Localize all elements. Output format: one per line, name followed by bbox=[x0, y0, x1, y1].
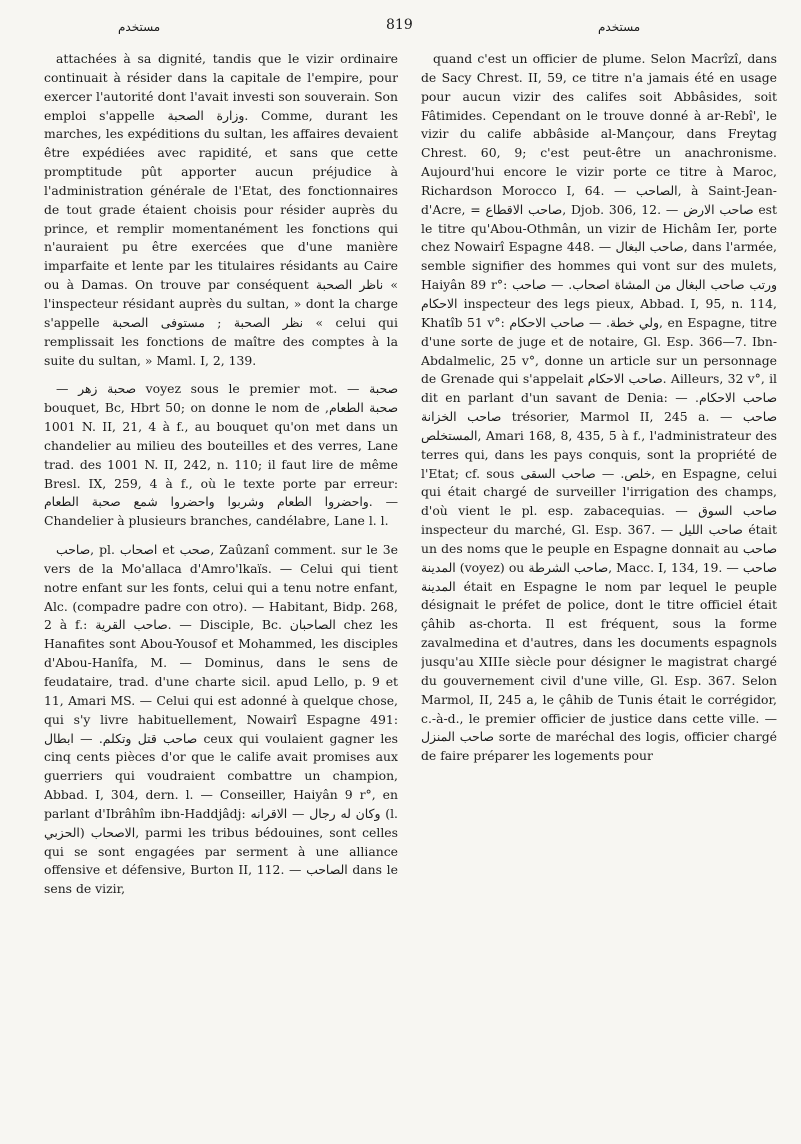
right-paragraph-1: quand c'est un officier de plume. Selon Macrîzî, dans de Sacy Chrest. II, 59, ce titre n'a jamais été en usage pour aucun vizir des califes soit Abbâsides, soit Fâtimides. Cependant on le trouve donné à ar-Rebî', le vizir du calife abbâside al-Mançour, dans Freytag Chrest. 60, 9; c'est peut-être un anachronisme. Aujourd'hui encore le vizir porte ce titre à Maroc, Richardson Morocco I, 64. — الصاحب, à Saint-Jean-d'Acre, = صاحب الاقطاع, Djob. 306, 12. — صاحب الارض est le titre qu'Abou-Othmân, un vizir de Hichâm Ier, porte chez Nowairî Espagne 448. — صاحب البغال, dans l'armée, semble signifier des hommes qui vont sur des mulets, Haiyân 89 r°: ورتب صاحب البغال من المشاة اصحاب. — صاحب الاحكام inspecteur des legs pieux, Abbad. I, 95, n. 114, Khatîb 51 v°: ولي خطة. — صاحب الاحكام, en Espagne, titre d'une sorte de juge et de notaire, Gl. Esp. 366—7. Ibn-Abdalmelic, 25 v°, donne un article sur un personnage de Grenade qui s'appelait صاحب الاحكام. Ailleurs, 32 v°, il dit en parlant d'un savant de Denia: صاحب الاحكام. — صاحب الخزانة trésorier, Marmol II, 245 a. — صاحب المستخلص, Amari 168, 8, 435, 5 à f., l'administrateur des terres qui, dans les pays conquis, sont la propriété de l'Etat; cf. sous خلص. — صاحب السقى, en Espagne, celui qui était chargé de surveiller l'irrigation des champs, d'où vient le pl. esp. zabacequias. — صاحب السوق inspecteur du marché, Gl. Esp. 367. — صاحب الليل était un des noms que le peuple en Espagne donnait au صاحب المدينة (voyez) ou صاحب الشرطة, Macc. I, 134, 19. — صاحب المدينة était en Espagne le nom par lequel le peuple désignait le préfet de police, dont le titre officiel était çâhib as-chorta. Il est fréquent, sous la forme zavalmedina et d'autres, dans les documents espagnols jusqu'au XIIIe siècle pour désigner le magistrat chargé du gouvernement civil d'une ville, Gl. Esp. 367. Selon Marmol, II, 245 a, le çâhib de Tunis était le corrégidor, c.-à-d., le premier officier de justice dans cette ville. — صاحب المنزل sorte de maréchal des logis, officier chargé de faire préparer les logements pour bbox=[421, 51, 777, 764]
left-paragraph-1: attachées à sa dignité, tandis que le vizir ordinaire continuait à résider dans la capitale de l'empire, pour exercer l'autorité dont l'avait investi son souverain. Son emploi s'appelle وزارة الصحبة. Comme, durant les marches, les expéditions du sultan, les affaires devaient être expédiées avec rapidité, et sans que cette promptitude pût apporter aucun préjudice à l'administration générale de l'Etat, des fonctionnaires de tout grade étaient choisis pour résider auprès du prince, et remplir momentanément les fonctions qui n'auraient pu être exercées que d'une manière imparfaite et lente par les titulaires résidants au Caire ou à Damas. On trouve par conséquent ناظر الصحبة « l'inspecteur résidant auprès du sultan, » dont la charge s'appelle نظر الصحبة ; مستوفى الصحبة « celui qui remplissait les fonctions de maître des comptes à la suite du sultan, » Maml. I, 2, 139. bbox=[44, 51, 398, 368]
running-head-right: مستخدم bbox=[598, 20, 641, 34]
right-column bbox=[421, 50, 777, 1130]
left-paragraph-2: — صحبة زهر voyez sous le premier mot. — صحبة bouquet, Bc, Hbrt 50; on donne le nom de صحبة الطعام, 1001 N. II, 21, 4 à f., au bouquet qu'on met dans un chandelier au milieu des bouteilles et des verres, Lane trad. des 1001 N. II, 242, n. 110; il faut lire de même Bresl. IX, 259, 4 à f., où le texte porte par erreur: واحضروا الطعام وشربوا واحضروا شمع صحبة الطعام. — Chandelier à plusieurs branches, candélabre, Lane l. l. bbox=[44, 381, 398, 529]
left-paragraph-3: صاحب, pl. اصحاب et صحب, Zaûzanî comment. sur le 3e vers de la Mo'allaca d'Amro'lkaïs. — Celui qui tient notre enfant sur les fonts, celui qui a tenu notre enfant, Alc. (compadre padre con otro). — Habitant, Bidp. 268, 2 à f.: صاحب القرية. — Disciple, Bc. الصاحبان chez les Hanafites sont Abou-Yousof et Mohammed, les disciples d'Abou-Hanîfa, M. — Dominus, dans le sens de feudataire, trad. d'une charte sicil. apud Lello, p. 9 et 11, Amari MS. — Celui qui est adonné à quelque chose, qui s'y livre habituellement, Nowairî Espagne 491: صاحب قتل وتكلم. — ابطال ceux qui voulaient gagner les cinq cents pièces d'or que le calife avait promises aux guerriers qui voudraient combattre un champion, Abbad. I, 304, dern. l. — Conseiller, Haiyân 9 r°, en parlant d'Ibrâhîm ibn-Haddjâdj: وكان له رجال — الاقرانه (l. الحزبي) الاصحاب, parmi les tribus bédouines, sont celles qui se sont engagées par serment à une alliance offensive et défensive, Burton II, 112. — الصاحب dans le sens de vizir, bbox=[44, 542, 398, 897]
running-head-left: مستخدم bbox=[118, 20, 161, 34]
page-number: 819 bbox=[386, 17, 413, 33]
left-column bbox=[44, 50, 398, 1130]
